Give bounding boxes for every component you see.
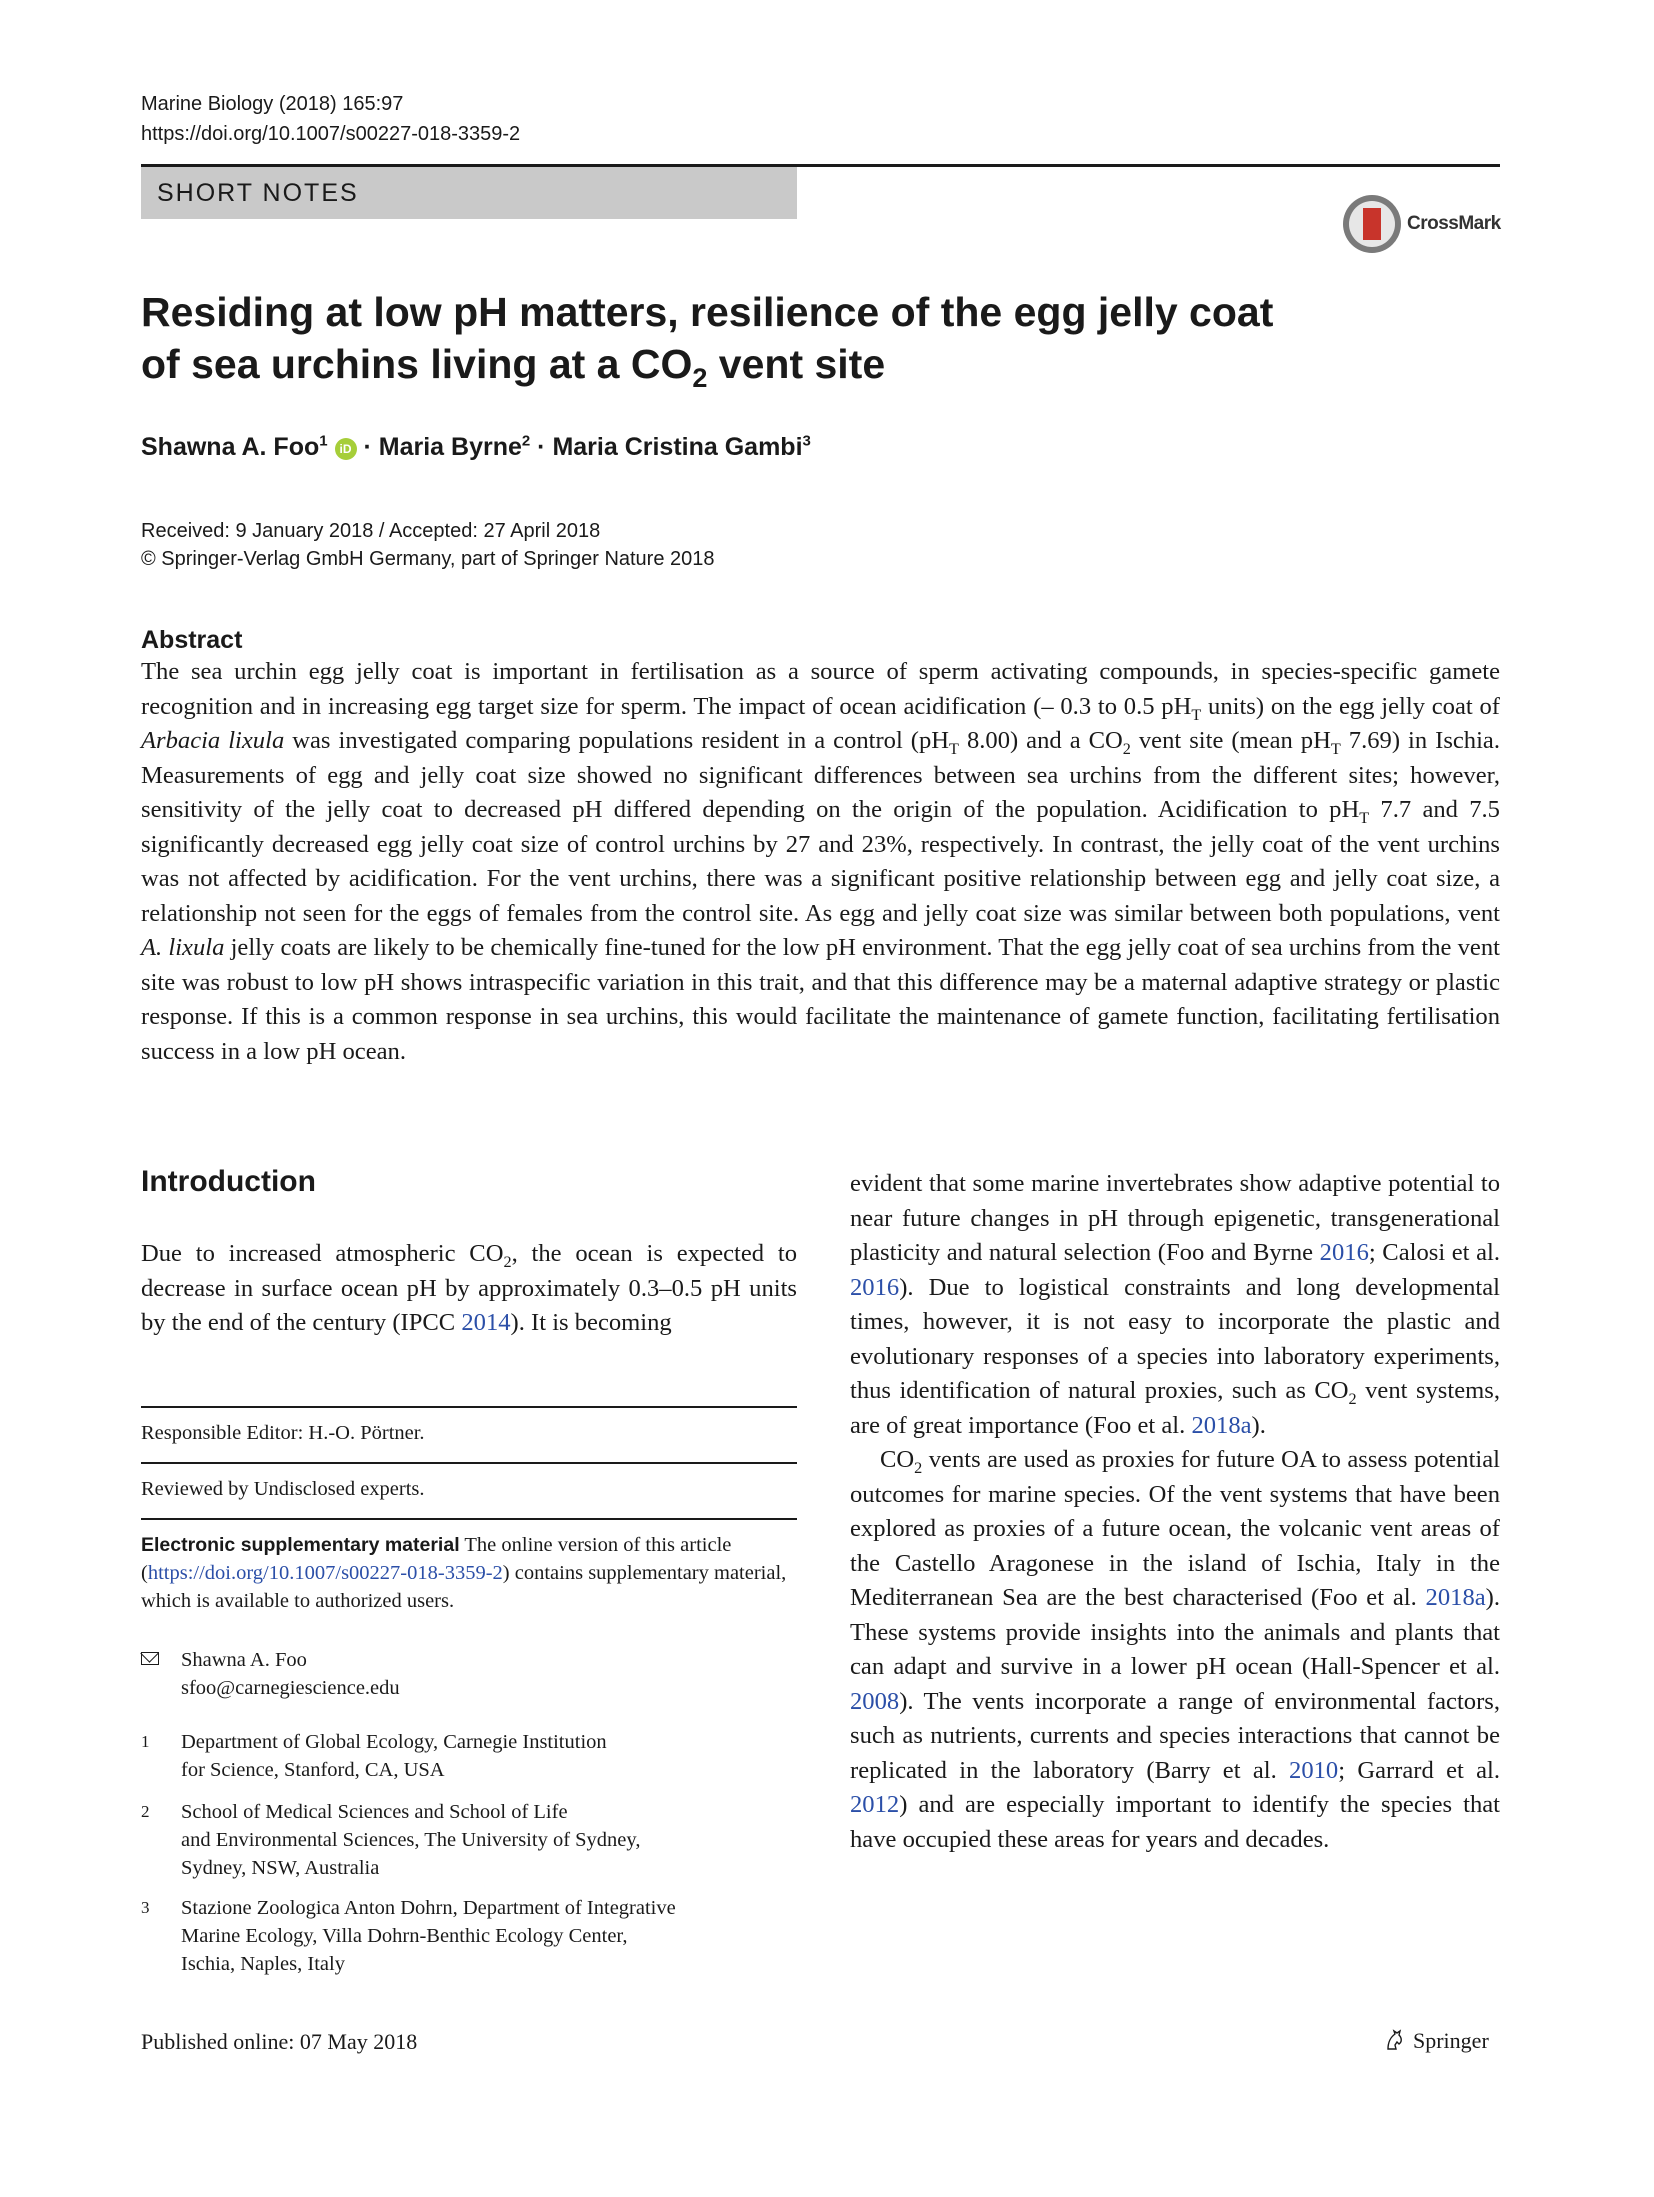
affiliation-number: 1 bbox=[141, 1732, 150, 1751]
orcid-icon[interactable]: iD bbox=[335, 438, 357, 460]
correspondence bbox=[141, 1646, 797, 1702]
affiliation: 3 Stazione Zoologica Anton Dohrn, Department of Integrative Marine Ecology, Villa Dohrn-Benthic Ecology Center, Ischia, Naples, Italy bbox=[141, 1894, 797, 1978]
article-title: Residing at low pH matters, resilience of the egg jelly coat of sea urchins living at a $CO_2$ vent site bbox=[141, 289, 1274, 394]
citation-link[interactable]: 2016 bbox=[1319, 1239, 1369, 1266]
corresponding-email[interactable]: sfoo@carnegiescience.edu bbox=[181, 1677, 400, 1699]
footnote-divider bbox=[141, 1462, 797, 1464]
affiliation-number: 3 bbox=[141, 1898, 150, 1917]
citation-link[interactable]: 2018a bbox=[1191, 1411, 1252, 1439]
author-list bbox=[141, 430, 811, 464]
supplementary-material-note: Electronic supplementary material The online version of this article (https://doi.org/10.1007/s00227-018-3359-2) contains supplementary material, which is available to authorized users. bbox=[141, 1534, 787, 1612]
author-affiliation-mark: 1 bbox=[319, 432, 328, 450]
journal-citation: Marine Biology (2018) 165:97 bbox=[141, 93, 404, 115]
author-separator: · bbox=[356, 433, 379, 461]
species-name: Arbacia lixula bbox=[141, 727, 285, 754]
author-affiliation-mark: 2 bbox=[521, 432, 531, 450]
introduction-column-right bbox=[850, 1167, 1500, 1857]
crossmark-label: CrossMark bbox=[1407, 213, 1501, 234]
author-separator: · bbox=[530, 433, 553, 461]
citation-link[interactable]: 2014 bbox=[461, 1309, 511, 1336]
responsible-editor: Responsible Editor: H.-O. Pörtner. bbox=[141, 1422, 425, 1444]
affiliation: 1 Department of Global Ecology, Carnegie Institution for Science, Stanford, CA, USA bbox=[141, 1728, 797, 1784]
envelope-icon bbox=[141, 1652, 159, 1665]
received-dates: Received: 9 January 2018 / Accepted: 27 April 2018 bbox=[141, 520, 601, 542]
section-band bbox=[141, 167, 797, 219]
citation-link[interactable]: 2010 bbox=[1289, 1756, 1339, 1784]
author-name[interactable]: Maria Byrne bbox=[378, 433, 522, 461]
corresponding-author: Shawna A. Foo bbox=[181, 1649, 307, 1671]
affiliation: 2 School of Medical Sciences and School of Life and Environmental Sciences, The University of Sydney, Sydney, NSW, Australia bbox=[141, 1798, 797, 1882]
author-name[interactable]: Maria Cristina Gambi bbox=[552, 433, 803, 461]
section-label: SHORT NOTES bbox=[157, 179, 359, 207]
springer-logo bbox=[1385, 2026, 1489, 2056]
citation-link[interactable]: 2012 bbox=[850, 1791, 900, 1818]
citation-link[interactable]: 2016 bbox=[850, 1273, 900, 1301]
doi-link[interactable]: https://doi.org/10.1007/s00227-018-3359-2 bbox=[141, 123, 521, 145]
springer-horse-icon bbox=[1385, 2029, 1405, 2051]
introduction-heading: Introduction bbox=[141, 1165, 316, 1198]
author-affiliation-mark: 3 bbox=[802, 432, 811, 450]
species-name: A. lixula bbox=[141, 934, 225, 961]
footnote-divider bbox=[141, 1406, 797, 1408]
abstract-text: The sea urchin egg jelly coat is important in fertilisation as a source of sperm activating compounds, in species-specific gamete recognition and in increasing egg target size for sperm. The impact of ocean acidification (– 0.3 to 0.5 $pH_T$ units) on the egg jelly coat of Arbacia lixula was investigated comparing populations resident in a control ($pH_T$ 8.00) and a $CO_2$ vent site (mean $pH_T$ 7.69) in Ischia. Measurements of egg and jelly coat size showed no significant differences between sea urchins from the different sites; however, sensitivity of the jelly coat to decreased pH differed depending on the origin of the population. Acidification to $pH_T$ 7.7 and 7.5 significantly decreased egg jelly coat size of control urchins by 27 and 23%, respectively. In contrast, the jelly coat of the vent urchins was not affected by acidification. For the vent urchins, there was a significant positive relationship between egg and jelly coat size, a relationship not seen for the eggs of females from the control site. As egg and jelly coat size was similar between both populations, vent A. lixula jelly coats are likely to be chemically fine-tuned for the low pH environment. That the egg jelly coat of sea urchins from the vent site was robust to low pH shows intraspecific variation in this trait, and that this difference may be a maternal adaptive strategy or plastic response. If this is a common response in sea urchins, this would facilitate the maintenance of gamete function, facilitating fertilisation success in a low pH ocean. bbox=[141, 658, 1500, 1065]
copyright-line: © Springer-Verlag GmbH Germany, part of Springer Nature 2018 bbox=[141, 548, 715, 570]
paragraph: evident that some marine invertebrates show adaptive potential to near future changes in pH through epigenetic, transgenerational plasticity and natural selection (Foo and Byrne 2016; Calosi et al. 2016). Due to logistical constraints and long developmental times, however, it is not easy to incorporate the plastic and evolutionary responses of a species into laboratory experiments, thus identification of natural proxies, such as $CO_2$ vent systems, are of great importance (Foo et al. 2018a). bbox=[850, 1170, 1501, 1439]
published-online-date: Published online: 07 May 2018 bbox=[141, 2029, 418, 2054]
crossmark-flag-icon bbox=[1363, 208, 1381, 240]
introduction-column-left: Due to increased atmospheric $CO_2$, the ocean is expected to decrease in surface ocean pH by approximately 0.3–0.5 pH units by the end of the century (IPCC 2014). It is becoming bbox=[141, 1240, 797, 1336]
citation-link[interactable]: 2018a bbox=[1425, 1584, 1486, 1611]
esm-label: Electronic supplementary material bbox=[141, 1534, 460, 1556]
review-note: Reviewed by Undisclosed experts. bbox=[141, 1478, 425, 1500]
crossmark-logo[interactable] bbox=[1343, 195, 1503, 259]
publisher-name: Springer bbox=[1413, 2028, 1489, 2053]
abstract-heading: Abstract bbox=[141, 626, 243, 654]
paragraph: $CO_2$ vents are used as proxies for future OA to assess potential outcomes for marine species. Of the vent systems that have been explored as proxies of a future ocean, the volcanic vent areas of the Castello Aragonese in the island of Ischia, Italy in the Mediterranean Sea are the best characterised (Foo et al. 2018a). These systems provide insights into the animals and plants that can adapt and survive in a lower pH ocean (Hall-Spencer et al. 2008). The vents incorporate a range of environmental factors, such as nutrients, currents and species interactions that cannot be replicated in the laboratory (Barry et al. 2010; Garrard et al. 2012) and are especially important to identify the species that have occupied these areas for years and decades. bbox=[850, 1446, 1500, 1853]
esm-doi-link[interactable]: https://doi.org/10.1007/s00227-018-3359-2 bbox=[147, 1562, 503, 1584]
affiliation-number: 2 bbox=[141, 1802, 150, 1821]
author-name[interactable]: Shawna A. Foo bbox=[141, 433, 320, 461]
citation-link[interactable]: 2008 bbox=[850, 1687, 900, 1715]
footnote-divider bbox=[141, 1518, 797, 1520]
